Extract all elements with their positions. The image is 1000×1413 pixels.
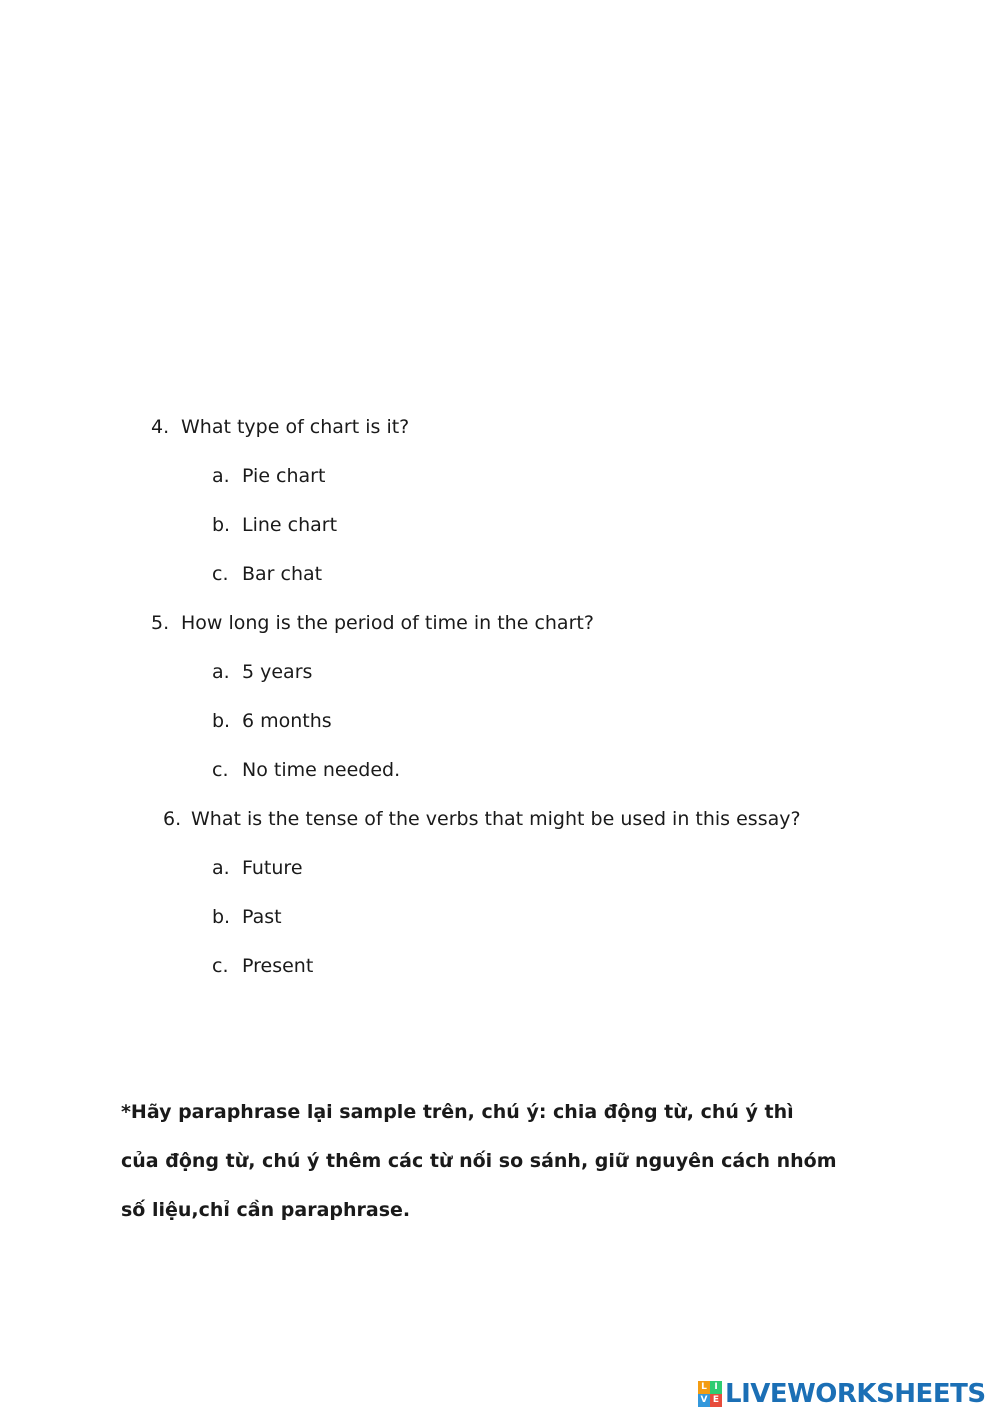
- instruction-line-3: số liệu,chỉ cần paraphrase.: [121, 1199, 411, 1221]
- question-text: How long is the period of time in the chart?: [181, 612, 594, 634]
- option-6a[interactable]: [212, 856, 303, 880]
- option-letter: a.: [212, 857, 230, 879]
- option-4b[interactable]: [212, 513, 337, 537]
- option-letter: b.: [212, 906, 231, 928]
- option-text: 6 months: [242, 710, 332, 732]
- logo-mark-letter: V: [698, 1394, 710, 1407]
- option-5b[interactable]: [212, 709, 332, 733]
- option-letter: a.: [212, 465, 230, 487]
- option-text: Pie chart: [242, 465, 326, 487]
- logo-text: LIVEWORKSHEETS: [725, 1379, 986, 1409]
- option-letter: c.: [212, 563, 229, 585]
- question-number: 5.: [151, 612, 170, 634]
- option-6b[interactable]: [212, 905, 282, 929]
- option-text: Future: [242, 857, 303, 879]
- logo-mark-icon: [698, 1381, 722, 1407]
- option-6c[interactable]: [212, 954, 313, 978]
- question-text: What is the tense of the verbs that might be used in this essay?: [191, 808, 801, 830]
- logo-mark-letter: I: [710, 1381, 722, 1394]
- option-5c[interactable]: [212, 758, 400, 782]
- option-letter: a.: [212, 661, 230, 683]
- option-text: Line chart: [242, 514, 338, 536]
- option-letter: b.: [212, 514, 231, 536]
- option-letter: c.: [212, 955, 229, 977]
- option-text: Bar chat: [242, 563, 323, 585]
- option-text: No time needed.: [242, 759, 401, 781]
- option-letter: b.: [212, 710, 231, 732]
- question-number: 6.: [163, 808, 182, 830]
- question-6: [163, 807, 801, 831]
- logo-mark-letter: E: [710, 1394, 722, 1407]
- instruction-line-2: của động từ, chú ý thêm các từ nối so sánh, giữ nguyên cách nhóm: [121, 1150, 837, 1172]
- option-text: Present: [242, 955, 314, 977]
- question-number: 4.: [151, 416, 170, 438]
- option-text: 5 years: [242, 661, 313, 683]
- option-4a[interactable]: [212, 464, 325, 488]
- option-5a[interactable]: [212, 660, 312, 684]
- option-text: Past: [242, 906, 282, 928]
- option-letter: c.: [212, 759, 229, 781]
- question-5: [151, 611, 594, 635]
- logo-mark-letter: L: [698, 1381, 710, 1394]
- instruction-line-1: *Hãy paraphrase lại sample trên, chú ý: chia động từ, chú ý thì: [121, 1101, 794, 1123]
- option-4c[interactable]: [212, 562, 322, 586]
- question-text: What type of chart is it?: [181, 416, 410, 438]
- liveworksheets-logo: [698, 1379, 986, 1409]
- question-4: [151, 415, 409, 439]
